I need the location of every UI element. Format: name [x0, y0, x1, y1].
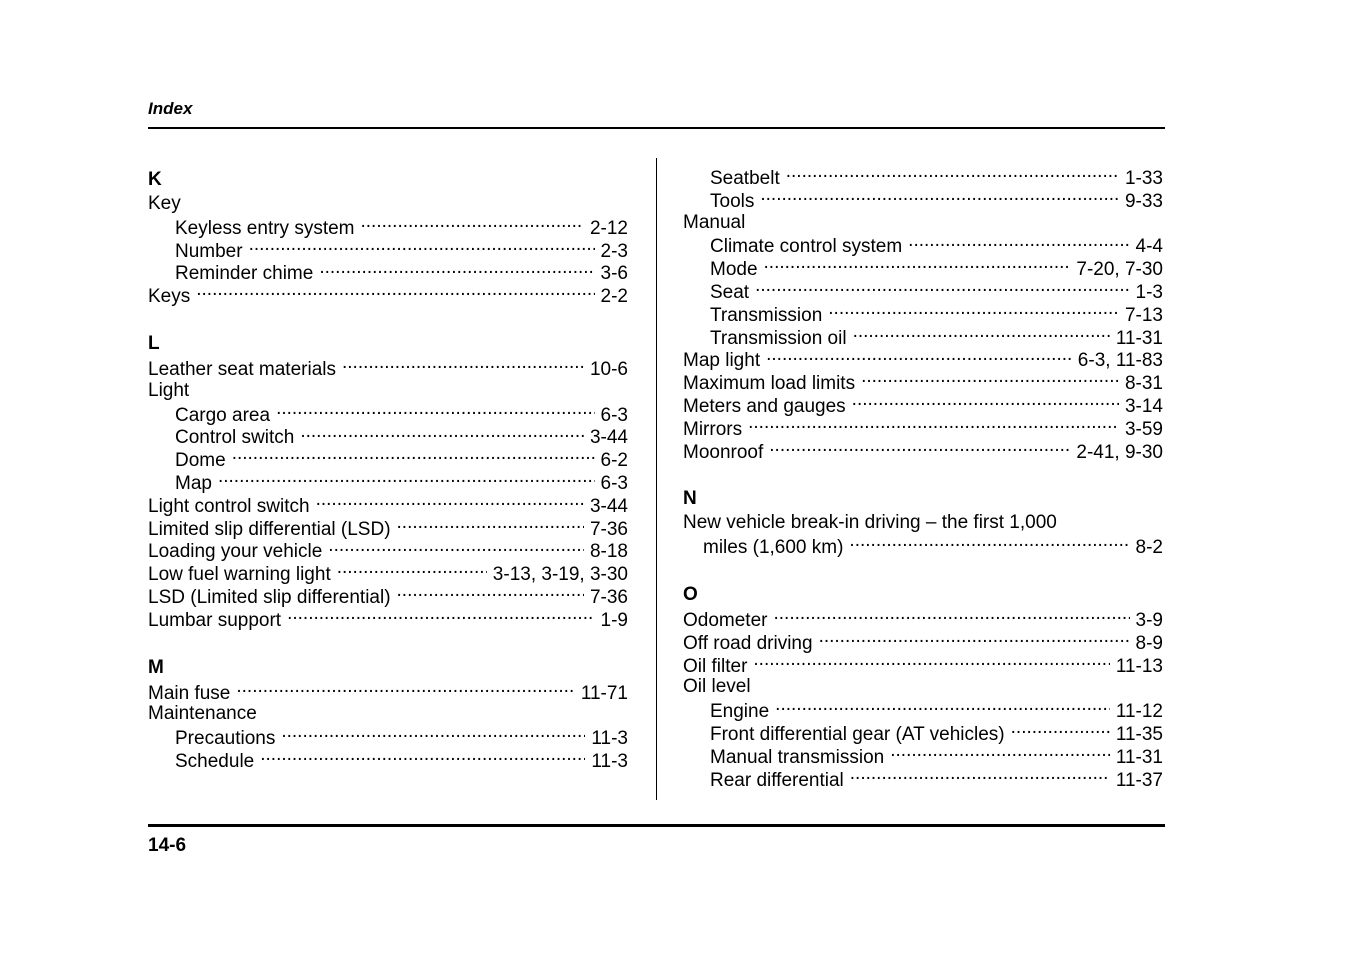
- dot-leader: [397, 585, 584, 603]
- index-entry: [683, 631, 1163, 654]
- dot-leader: [361, 216, 584, 234]
- dot-leader: [861, 371, 1119, 389]
- index-subentry: [683, 303, 1163, 326]
- dot-leader: [287, 608, 594, 626]
- index-subentry: [148, 403, 628, 426]
- index-subentry: [683, 234, 1163, 257]
- index-subentry: [148, 425, 628, 448]
- dot-leader: [337, 562, 487, 580]
- dot-leader: [890, 745, 1110, 763]
- index-entry: [148, 539, 628, 562]
- dot-leader: [755, 280, 1129, 298]
- entry-term: Front differential gear (AT vehicles): [710, 723, 1005, 745]
- running-header: Index: [148, 99, 193, 118]
- dot-leader: [316, 494, 584, 512]
- entry-pages: 7-13: [1124, 304, 1163, 326]
- section-letter: N: [683, 488, 697, 510]
- dot-leader: [819, 631, 1130, 649]
- index-subentry: [148, 749, 628, 772]
- index-entry: [683, 417, 1163, 440]
- index-subentry: [683, 280, 1163, 303]
- dot-leader: [760, 189, 1119, 207]
- entry-term: Climate control system: [710, 236, 903, 258]
- index-entry: [148, 284, 628, 307]
- entry-pages: 11-3: [591, 750, 628, 772]
- entry-pages: 2-41, 9-30: [1076, 441, 1163, 463]
- index-subentry: [148, 726, 628, 749]
- entry-term: miles (1,600 km): [703, 537, 844, 559]
- entry-pages: 1-9: [600, 609, 628, 631]
- entry-term: Seat: [710, 281, 750, 303]
- entry-pages: 8-31: [1124, 373, 1163, 395]
- entry-pages: 1-3: [1135, 281, 1163, 303]
- index-subentry: [683, 535, 1163, 558]
- index-entry: [148, 562, 628, 585]
- entry-term: Manual transmission: [710, 746, 885, 768]
- column-divider: [656, 158, 657, 800]
- section-gap: [683, 462, 1163, 485]
- entry-term: Keyless entry system: [175, 217, 355, 239]
- entry-term: Oil level: [683, 676, 751, 698]
- entry-pages: 8-2: [1135, 537, 1163, 559]
- entry-term: Light control switch: [148, 495, 310, 517]
- section-gap: [148, 631, 628, 654]
- entry-term: Map light: [683, 350, 761, 372]
- entry-term: Number: [175, 240, 243, 262]
- entry-pages: 6-3: [600, 404, 628, 426]
- dot-leader: [328, 539, 584, 557]
- index-entry: [148, 380, 628, 403]
- entry-pages: 3-44: [589, 495, 628, 517]
- index-entry: [683, 371, 1163, 394]
- dot-leader: [300, 425, 584, 443]
- footer-rule: [148, 824, 1165, 827]
- section-letter: L: [148, 332, 160, 354]
- section-letter: O: [683, 583, 698, 605]
- entry-term: Maintenance: [148, 703, 257, 725]
- entry-term: Loading your vehicle: [148, 541, 323, 563]
- entry-term: Transmission oil: [710, 327, 847, 349]
- index-entry: [683, 676, 1163, 699]
- dot-leader: [766, 348, 1072, 366]
- entry-pages: 11-35: [1115, 723, 1163, 745]
- entry-term: Meters and gauges: [683, 395, 846, 417]
- dot-leader: [748, 417, 1119, 435]
- entry-term: Light: [148, 379, 190, 401]
- entry-term: Reminder chime: [175, 263, 314, 285]
- section-gap: [683, 558, 1163, 581]
- entry-pages: 11-31: [1115, 746, 1163, 768]
- entry-pages: 11-13: [1115, 655, 1163, 677]
- entry-term: Lumbar support: [148, 609, 282, 631]
- entry-term: Dome: [175, 450, 226, 472]
- index-entry: [148, 193, 628, 216]
- entry-pages: 6-2: [600, 450, 628, 472]
- dot-leader: [908, 234, 1129, 252]
- entry-pages: 11-3: [591, 728, 628, 750]
- index-entry: [148, 681, 628, 704]
- index-entry: [148, 517, 628, 540]
- dot-leader: [319, 261, 594, 279]
- entry-pages: 3-44: [589, 427, 628, 449]
- index-entry: [683, 608, 1163, 631]
- entry-term: Leather seat materials: [148, 358, 336, 380]
- index-entry: [148, 585, 628, 608]
- entry-term: Odometer: [683, 609, 768, 631]
- index-subentry: [683, 189, 1163, 212]
- dot-leader: [773, 608, 1129, 626]
- entry-term: LSD (Limited slip differential): [148, 586, 391, 608]
- entry-term: Precautions: [175, 728, 276, 750]
- entry-pages: 7-36: [589, 586, 628, 608]
- index-subentry: [683, 745, 1163, 768]
- entry-term: Off road driving: [683, 632, 813, 654]
- index-entry: [148, 494, 628, 517]
- entry-pages: 3-59: [1124, 418, 1163, 440]
- index-subentry: [148, 261, 628, 284]
- index-entry: [148, 608, 628, 631]
- index-subentry: [683, 166, 1163, 189]
- entry-term: Map: [175, 472, 212, 494]
- section-letter: K: [148, 169, 162, 190]
- section-gap: [148, 307, 628, 330]
- dot-leader: [281, 726, 585, 744]
- entry-pages: 11-71: [580, 682, 628, 704]
- index-subentry: [148, 239, 628, 262]
- entry-term: Control switch: [175, 427, 295, 449]
- entry-pages: 8-18: [589, 541, 628, 563]
- entry-term: Transmission: [710, 304, 823, 326]
- entry-term: Mode: [710, 259, 758, 281]
- dot-leader: [1011, 722, 1110, 740]
- dot-leader: [249, 239, 595, 257]
- dot-leader: [397, 517, 584, 535]
- index-subentry: [683, 722, 1163, 745]
- entry-term: Main fuse: [148, 682, 231, 704]
- entry-pages: 9-33: [1124, 190, 1163, 212]
- dot-leader: [786, 166, 1119, 184]
- dot-leader: [753, 654, 1109, 672]
- dot-leader: [260, 749, 585, 767]
- index-column-right: [683, 166, 1163, 790]
- index-entry: [683, 394, 1163, 417]
- entry-pages: 3-14: [1124, 395, 1163, 417]
- index-entry: [683, 348, 1163, 371]
- dot-leader: [852, 394, 1119, 412]
- entry-term: Manual: [683, 211, 746, 233]
- dot-leader: [342, 357, 584, 375]
- entry-pages: 2-3: [600, 240, 628, 262]
- dot-leader: [276, 403, 594, 421]
- entry-pages: 4-4: [1135, 236, 1163, 258]
- section-letter: M: [148, 656, 164, 678]
- entry-term: Limited slip differential (LSD): [148, 518, 391, 540]
- entry-term: Cargo area: [175, 404, 271, 426]
- entry-pages: 8-9: [1135, 632, 1163, 654]
- index-subentry: [148, 216, 628, 239]
- dot-leader: [769, 440, 1070, 458]
- entry-term: Maximum load limits: [683, 373, 856, 395]
- entry-pages: 3-9: [1135, 609, 1163, 631]
- dot-leader: [853, 326, 1110, 344]
- dot-leader: [232, 448, 595, 466]
- entry-term: Moonroof: [683, 441, 764, 463]
- entry-term: Engine: [710, 701, 770, 723]
- index-subentry: [683, 257, 1163, 280]
- entry-pages: 11-37: [1115, 769, 1163, 791]
- dot-leader: [218, 471, 595, 489]
- index-subentry: [683, 699, 1163, 722]
- index-column-left: [148, 166, 628, 772]
- entry-pages: 1-33: [1124, 168, 1163, 189]
- dot-leader: [850, 768, 1110, 786]
- dot-leader: [196, 284, 594, 302]
- entry-pages: 2-2: [600, 286, 628, 308]
- index-entry: [148, 357, 628, 380]
- entry-term: Keys: [148, 286, 191, 308]
- entry-pages: 11-12: [1115, 701, 1163, 723]
- dot-leader: [828, 303, 1119, 321]
- index-subentry: [683, 768, 1163, 791]
- dot-leader: [775, 699, 1110, 717]
- index-subentry: [148, 471, 628, 494]
- entry-term: Mirrors: [683, 418, 743, 440]
- entry-term: Oil filter: [683, 655, 748, 677]
- index-entry: [683, 512, 1163, 535]
- index-entry: [148, 703, 628, 726]
- entry-term: Tools: [710, 190, 755, 212]
- header-rule: [148, 127, 1165, 129]
- index-entry: [683, 654, 1163, 677]
- index-subentry: [683, 326, 1163, 349]
- entry-pages: 7-36: [589, 518, 628, 540]
- index-entry: [683, 440, 1163, 463]
- dot-leader: [236, 681, 574, 699]
- dot-leader: [849, 535, 1129, 553]
- entry-term: Low fuel warning light: [148, 564, 331, 586]
- entry-term: Key: [148, 193, 181, 214]
- entry-term: Schedule: [175, 750, 255, 772]
- entry-pages: 11-31: [1115, 327, 1163, 349]
- entry-pages: 6-3: [600, 472, 628, 494]
- index-subentry: [148, 448, 628, 471]
- entry-pages: 7-20, 7-30: [1076, 259, 1163, 281]
- entry-pages: 3-6: [600, 263, 628, 285]
- entry-term: New vehicle break-in driving – the first 1,000: [683, 512, 1057, 534]
- entry-pages: 10-6: [589, 358, 628, 380]
- page-number: 14-6: [148, 835, 187, 856]
- entry-pages: 3-13, 3-19, 3-30: [492, 564, 628, 586]
- dot-leader: [764, 257, 1071, 275]
- entry-term: Seatbelt: [710, 168, 780, 189]
- index-entry: [683, 212, 1163, 235]
- entry-pages: 6-3, 11-83: [1077, 350, 1163, 372]
- entry-pages: 2-12: [589, 217, 628, 239]
- entry-term: Rear differential: [710, 769, 844, 791]
